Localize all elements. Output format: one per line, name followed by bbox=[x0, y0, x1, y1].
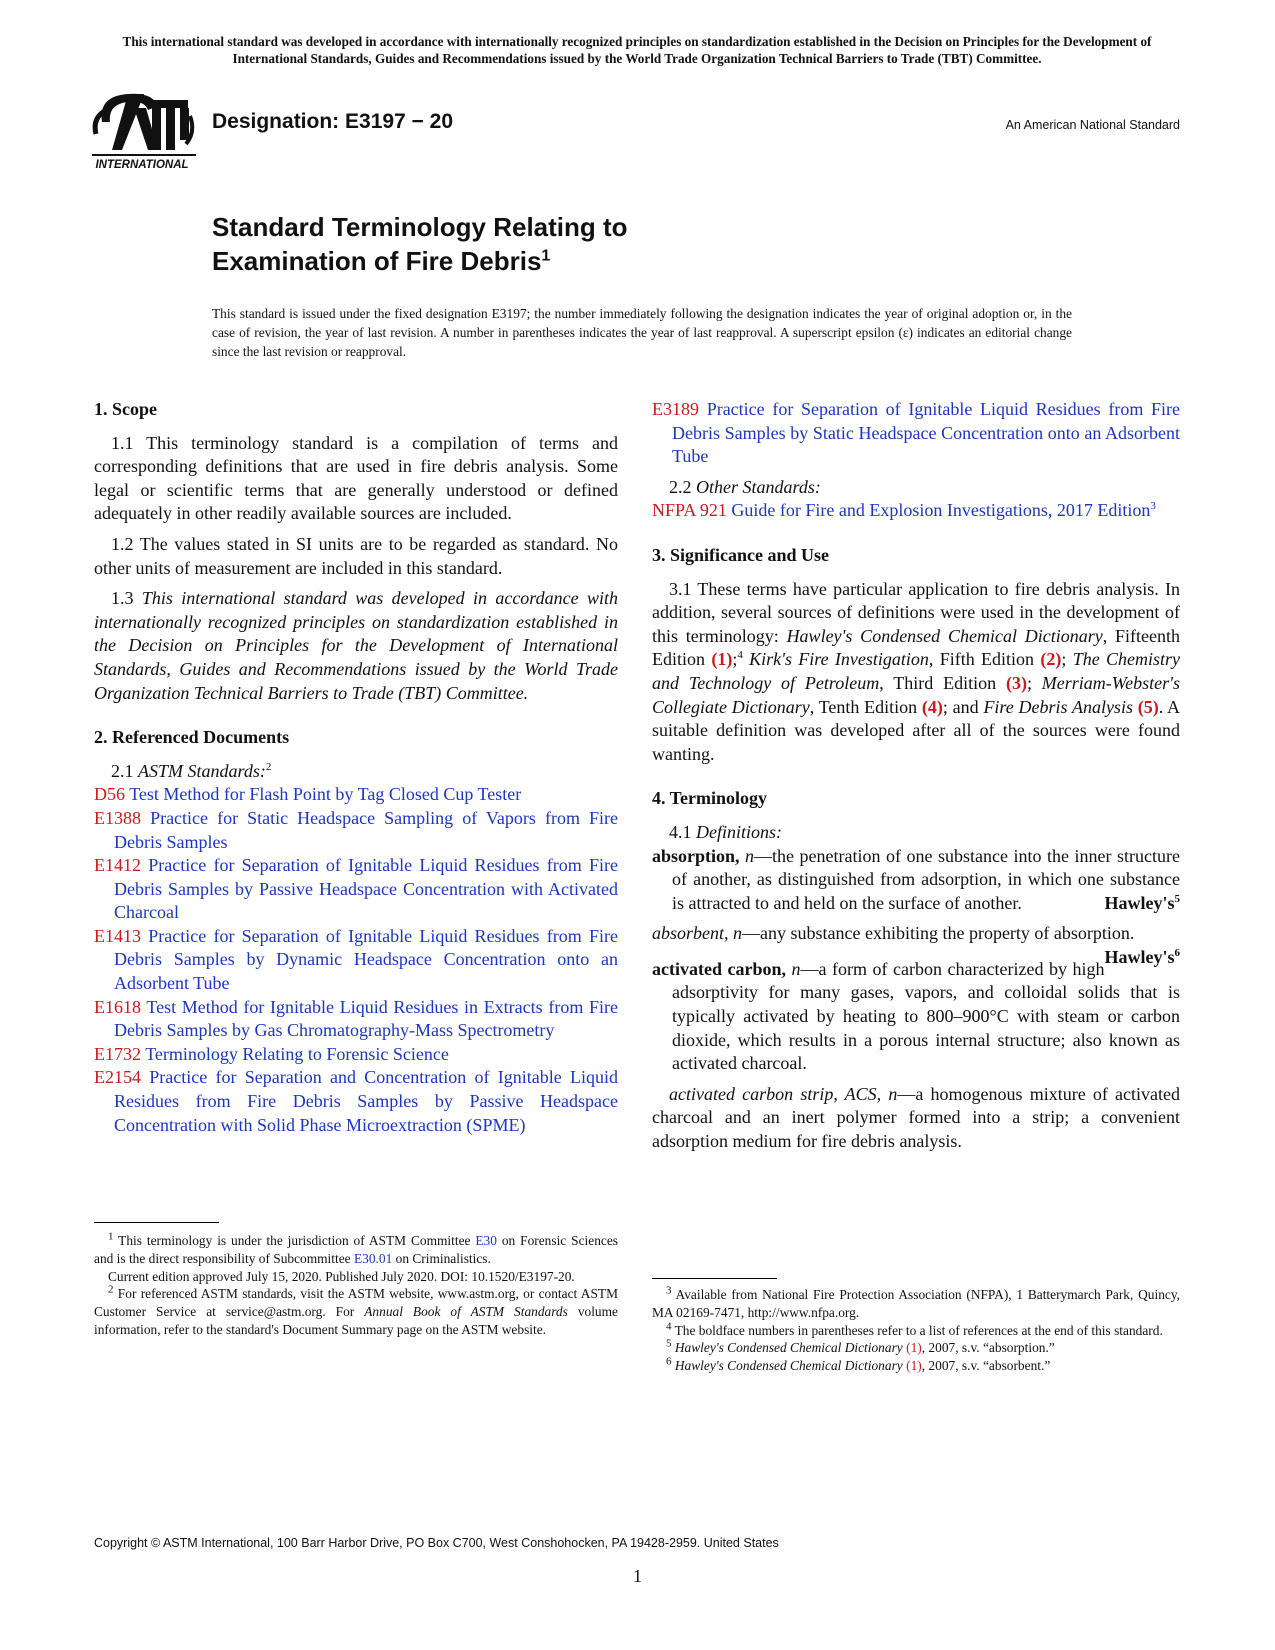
top-notice: This international standard was developed in accordance with internationally recognized principles on standardization established in the Decision on Principles for the Development of International Standards, Guides and Recommendations issued by the World Trade Organization Technical Barriers to Trade (TBT) Committee. bbox=[122, 34, 1152, 66]
footnote-separator-right bbox=[652, 1278, 777, 1279]
ref-nfpa-921[interactable]: NFPA 921 Guide for Fire and Explosion Investigations, 2017 Edition$^3$ bbox=[652, 500, 1156, 521]
footnotes-right bbox=[652, 1286, 1180, 1375]
astm-logo bbox=[92, 88, 196, 180]
footnote-separator-left bbox=[94, 1222, 219, 1223]
term-absorbent: absorbent, n—any substance exhibiting the property of absorption. $Hawley's^6$ bbox=[652, 923, 1180, 967]
ref-e1618[interactable]: E1618 Test Method for Ignitable Liquid Residues in Extracts from Fire Debris Samples by Gas Chromatography-Mass Spectrometry bbox=[94, 996, 618, 1041]
scope-heading: 1. Scope bbox=[94, 399, 157, 419]
link-e30[interactable]: E30 bbox=[475, 1233, 497, 1248]
document-title bbox=[212, 210, 628, 278]
link-e30-01[interactable]: E30.01 bbox=[353, 1250, 393, 1266]
scope-1-1: 1.1 This terminology standard is a compilation of terms and corresponding definitions that are used in fire debris analysis. Some legal or scientific terms that are generally understood or defined adequately in other readily available sources are included. bbox=[94, 432, 618, 524]
term-activated-carbon: activated carbon, n—a form of carbon characterized by high adsorptivity for many gases, vapors, and colloidal solids that is typically activated by heating to 800–900°C with steam or carbon dioxide, which results in a porous internal structure; also known as activated charcoal. bbox=[652, 958, 1180, 1074]
footnote-2: $^2$ For referenced ASTM standards, visit the ASTM website, www.astm.org, or contact ASTM Customer Service at service@astm.org. For Annual Book of ASTM Standards volume information, refer to the standard's Document Summary page on the ASTM website. bbox=[94, 1283, 618, 1337]
ref-e1388[interactable]: E1388 Practice for Static Headspace Sampling of Vapors from Fire Debris Samples bbox=[94, 807, 619, 852]
footnote-5: $^5$ Hawley's Condensed Chemical Dictionary (1), 2007, s.v. “absorption.” bbox=[666, 1337, 1055, 1356]
footnotes-left bbox=[94, 1232, 618, 1339]
definitions-label: 4.1 Definitions: bbox=[669, 821, 782, 842]
copyright-footer: Copyright © ASTM International, 100 Barr Harbor Drive, PO Box C700, West Conshohocken, PA 19428-2959. United States bbox=[94, 1536, 779, 1550]
astm-standards-label: 2.1 ASTM Standards:$^2$ bbox=[111, 760, 272, 781]
ref-e3189[interactable]: E3189 Practice for Separation of Ignitable Liquid Residues from Fire Debris Samples by Static Headspace Concentration onto an Adsorbent Tube bbox=[652, 399, 1181, 467]
title-line-1: Standard Terminology Relating to bbox=[212, 212, 628, 242]
title-footnote-marker[interactable]: 1 bbox=[541, 247, 551, 265]
ref-d56[interactable]: D56 Test Method for Flash Point by Tag Closed Cup Tester bbox=[94, 784, 522, 805]
page-number: 1 bbox=[633, 1566, 642, 1586]
significance-heading: 3. Significance and Use bbox=[652, 544, 830, 565]
left-column bbox=[94, 398, 618, 1137]
ref-e1413[interactable]: E1413 Practice for Separation of Ignitable Liquid Residues from Fire Debris Samples by Dynamic Headspace Concentration onto an Adsorbent Tube bbox=[94, 925, 619, 994]
footnote-3: $^3$ Available from National Fire Protection Association (NFPA), 1 Batterymarch Park, Quincy, MA 02169-7471, http://www.nfpa.org. bbox=[652, 1284, 1181, 1320]
scope-1-3: 1.3 This international standard was developed in accordance with internationally recognized principles on standardization established in the Decision on Principles for the Development of International Standards, Guides and Recommendations issued by the World Trade Organization Technical Barriers to Trade (TBT) Committee. bbox=[94, 588, 618, 703]
term-activated-carbon-strip: activated carbon strip, ACS, n—a homogenous mixture of activated charcoal and an inert polymer formed into a strip; a convenient adsorption medium for fire debris analysis. bbox=[652, 1083, 1181, 1152]
issuance-statement: This standard is issued under the fixed designation E3197; the number immediately following the designation indicates the year of original adoption or, in the case of revision, the year of last revision. A number in parentheses indicates the year of last reapproval. A superscript epsilon (ε) indicates an editorial change since the last revision or reapproval. bbox=[212, 306, 1072, 359]
footnote-4: $^4$ The boldface numbers in parentheses refer to a list of references at the end of this standard. bbox=[666, 1320, 1163, 1338]
american-national-standard: An American National Standard bbox=[1005, 118, 1180, 132]
terminology-heading: 4. Terminology bbox=[652, 788, 768, 809]
scope-1-2: 1.2 The values stated in SI units are to be regarded as standard. No other units of measurement are included in this standard. bbox=[94, 533, 618, 578]
term-absorption: absorption, n—the penetration of one substance into the inner structure of another, as distinguished from adsorption, in which one substance is attracted to and held on the surface of another. $Hawley's^5$ bbox=[652, 845, 1180, 913]
footnote-1: $^1$ This terminology is under the jurisdiction of ASTM Committee E30 on Forensic Sciences and is the direct responsibility of Subcommittee E30.01 on Criminalistics. bbox=[94, 1230, 618, 1266]
designation: Designation: E3197 − 20 bbox=[212, 110, 454, 133]
title-line-2: Examination of Fire Debris$^1$ bbox=[212, 246, 551, 276]
ref-e2154[interactable]: E2154 Practice for Separation and Concentration of Ignitable Liquid Residues from Fire Debris Samples by Passive Headspace Concentration with Solid Phase Microextraction (SPME) bbox=[94, 1067, 619, 1135]
logo-text: INTERNATIONAL bbox=[95, 159, 189, 171]
ref-e1732[interactable]: E1732 Terminology Relating to Forensic Science bbox=[94, 1043, 449, 1064]
right-column bbox=[652, 398, 1180, 1154]
astm-logo-icon bbox=[92, 88, 196, 180]
ref-e1412[interactable]: E1412 Practice for Separation of Ignitable Liquid Residues from Fire Debris Samples by Passive Headspace Concentration with Activated Charcoal bbox=[94, 855, 619, 923]
footnote-1-edition: Current edition approved July 15, 2020. Published July 2020. DOI: 10.1520/E3197-20. bbox=[108, 1268, 575, 1284]
referenced-documents-heading: 2. Referenced Documents bbox=[94, 727, 290, 748]
footnote-6: $^6$ Hawley's Condensed Chemical Dictionary (1), 2007, s.v. “absorbent.” bbox=[666, 1355, 1051, 1374]
significance-3-1: 3.1 These terms have particular application to fire debris analysis. In addition, several sources of definitions were used in the development of this terminology: Hawley's Condensed Chemical Dictionary, Fifteenth Edition (1);$^4$ Kirk's Fire Investigation, Fifth Edition (2); The Chemistry and Technology of Petroleum, Third Edition (3); Merriam-Webster's Collegiate Dictionary, Tenth Edition (4); and Fire Debris Analysis (5). A suitable definition was developed after all of the sources were found wanting. bbox=[652, 578, 1180, 764]
other-standards-label: 2.2 Other Standards: bbox=[669, 476, 821, 497]
